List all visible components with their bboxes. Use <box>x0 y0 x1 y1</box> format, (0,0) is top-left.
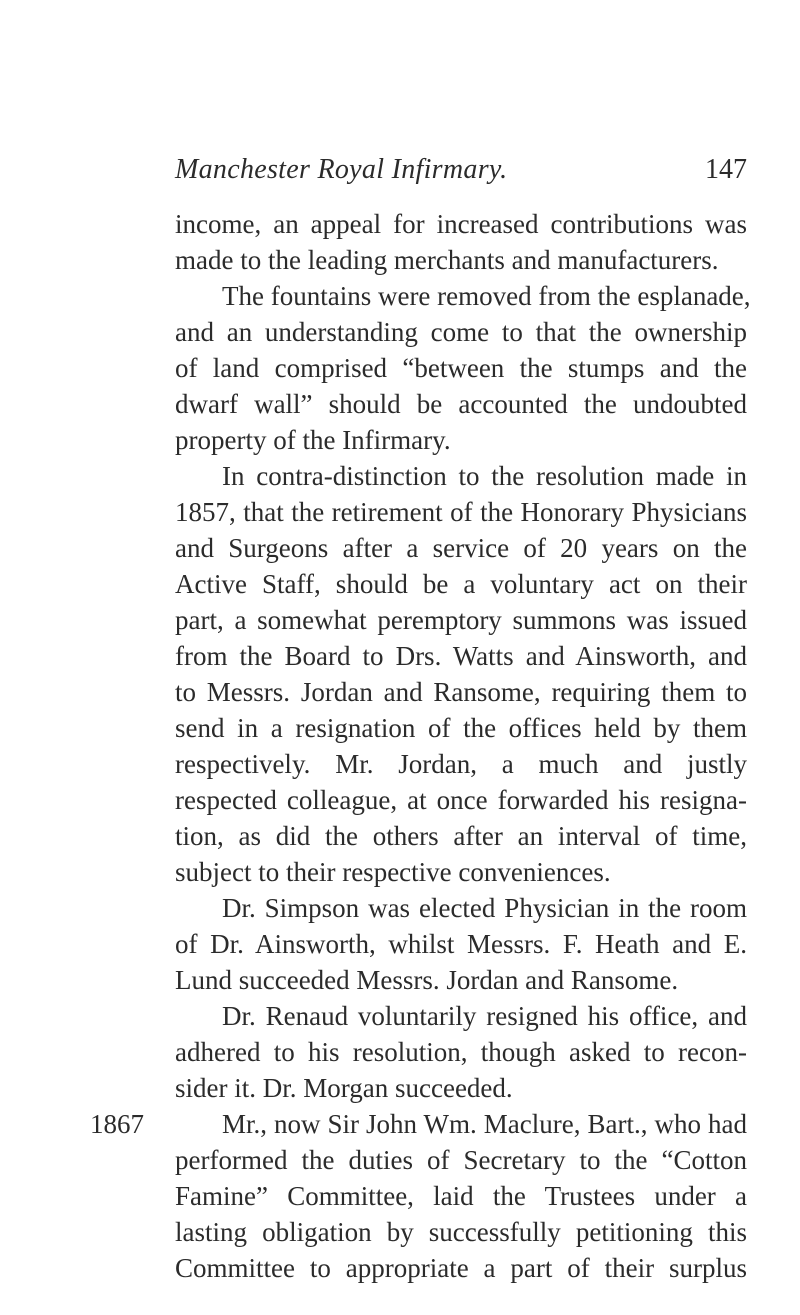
text-line: Active Staff, should be a voluntary act on their <box>175 569 747 599</box>
text-line: to Messrs. Jordan and Ransome, requiring them to <box>175 677 747 707</box>
page-number: 147 <box>705 154 747 185</box>
text-line: property of the Infirmary. <box>175 425 451 455</box>
text-line: lasting obligation by successfully petitioning this <box>175 1217 747 1247</box>
text-line: of land comprised “between the stumps and the <box>175 353 747 383</box>
text-line: Committee to appropriate a part of their surplus <box>175 1253 747 1283</box>
text-line: Dr. Renaud voluntarily resigned his office, and <box>222 1001 747 1031</box>
running-title: Manchester Royal Infirmary. <box>175 154 508 185</box>
text-line: Dr. Simpson was elected Physician in the room <box>222 893 747 923</box>
running-head <box>175 150 747 190</box>
text-line: and Surgeons after a service of 20 years on the <box>175 533 747 563</box>
text-line: Mr., now Sir John Wm. Maclure, Bart., who had <box>222 1109 747 1139</box>
text-line: of Dr. Ainsworth, whilst Messrs. F. Heath and E. <box>175 929 747 959</box>
text-line: and an understanding come to that the ownership <box>175 317 747 347</box>
text-line: 1857, that the retirement of the Honorary Physicians <box>175 497 747 527</box>
text-line: Famine” Committee, laid the Trustees under a <box>175 1181 747 1211</box>
text-line: In contra-distinction to the resolution made in <box>222 461 747 491</box>
text-line: performed the duties of Secretary to the “Cotton <box>175 1145 747 1175</box>
margin-year: 1867 <box>90 1109 144 1139</box>
text-line: respected colleague, at once forwarded his resigna- <box>175 785 747 815</box>
text-line: part, a somewhat peremptory summons was issued <box>175 605 747 635</box>
text-line: dwarf wall” should be accounted the undoubted <box>175 389 747 419</box>
text-line: tion, as did the others after an interval of time, <box>175 821 747 851</box>
text-line: made to the leading merchants and manufacturers. <box>175 245 719 275</box>
text-line: The fountains were removed from the esplanade, <box>222 281 751 311</box>
text-line: income, an appeal for increased contributions was <box>175 209 747 239</box>
text-line: send in a resignation of the offices held by them <box>175 713 747 743</box>
text-line: from the Board to Drs. Watts and Ainsworth, and <box>175 641 747 671</box>
text-line: adhered to his resolution, though asked to recon- <box>175 1037 747 1067</box>
text-line: subject to their respective conveniences. <box>175 857 611 887</box>
text-line: respectively. Mr. Jordan, a much and justly <box>175 749 747 779</box>
text-line: sider it. Dr. Morgan succeeded. <box>175 1073 513 1103</box>
text-line: Lund succeeded Messrs. Jordan and Ransome. <box>175 965 679 995</box>
